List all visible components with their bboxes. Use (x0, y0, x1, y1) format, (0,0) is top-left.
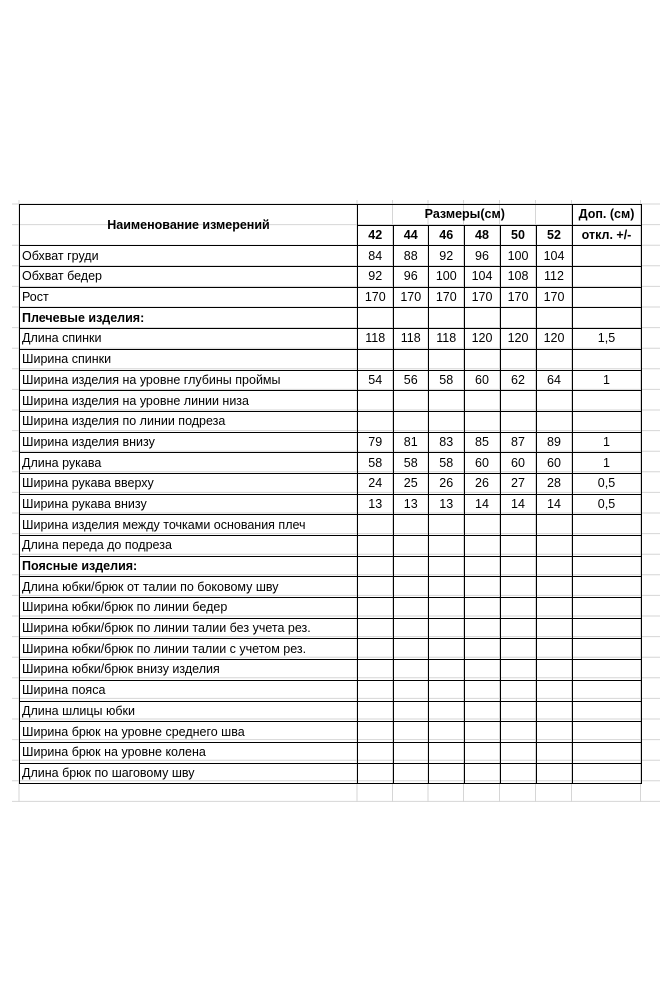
size-value-cell (393, 308, 429, 329)
size-header: 46 (429, 225, 465, 246)
size-value-cell: 96 (393, 267, 429, 288)
size-value-cell (500, 701, 536, 722)
tolerance-cell (572, 618, 641, 639)
size-value-cell (358, 577, 394, 598)
measurement-name: Ширина пояса (20, 680, 358, 701)
size-value-cell (464, 701, 500, 722)
size-header: 52 (536, 225, 572, 246)
tolerance-cell (572, 763, 641, 784)
size-value-cell (536, 660, 572, 681)
size-value-cell (464, 722, 500, 743)
size-value-cell: 170 (429, 287, 465, 308)
size-value-cell (358, 660, 394, 681)
size-value-cell (500, 308, 536, 329)
size-value-cell (393, 639, 429, 660)
size-value-cell (464, 556, 500, 577)
size-value-cell: 26 (429, 473, 465, 494)
measurement-name: Обхват бедер (20, 267, 358, 288)
size-value-cell (536, 598, 572, 619)
table-row (20, 411, 642, 432)
section-label: Поясные изделия: (20, 556, 358, 577)
size-value-cell: 58 (358, 453, 394, 474)
size-value-cell (393, 680, 429, 701)
section-label: Плечевые изделия: (20, 308, 358, 329)
size-value-cell (536, 763, 572, 784)
size-value-cell (500, 577, 536, 598)
measurement-name: Длина шлицы юбки (20, 701, 358, 722)
size-value-cell (429, 411, 465, 432)
size-value-cell (464, 680, 500, 701)
size-value-cell (500, 349, 536, 370)
size-value-cell: 14 (500, 494, 536, 515)
table-row (20, 267, 642, 288)
size-value-cell: 58 (429, 453, 465, 474)
size-value-cell (464, 411, 500, 432)
table-row (20, 246, 642, 267)
size-header: 48 (464, 225, 500, 246)
size-value-cell: 170 (393, 287, 429, 308)
size-value-cell: 13 (358, 494, 394, 515)
size-value-cell (536, 411, 572, 432)
column-header-sizes: Размеры(см) (358, 205, 573, 226)
size-value-cell: 170 (536, 287, 572, 308)
size-value-cell: 92 (358, 267, 394, 288)
size-value-cell: 81 (393, 432, 429, 453)
size-value-cell (429, 577, 465, 598)
size-value-cell (358, 515, 394, 536)
size-value-cell (429, 349, 465, 370)
tolerance-cell (572, 556, 641, 577)
size-value-cell (500, 598, 536, 619)
size-value-cell (393, 577, 429, 598)
size-header: 50 (500, 225, 536, 246)
size-value-cell (358, 411, 394, 432)
size-value-cell (536, 722, 572, 743)
size-value-cell: 58 (429, 370, 465, 391)
size-value-cell (429, 639, 465, 660)
tolerance-cell (572, 680, 641, 701)
measurement-name: Длина рукава (20, 453, 358, 474)
size-value-cell: 83 (429, 432, 465, 453)
tolerance-cell (572, 701, 641, 722)
size-value-cell (429, 515, 465, 536)
size-value-cell (358, 763, 394, 784)
size-value-cell (358, 391, 394, 412)
size-value-cell: 112 (536, 267, 572, 288)
table-row (20, 536, 642, 557)
tolerance-cell (572, 598, 641, 619)
size-value-cell: 13 (429, 494, 465, 515)
size-value-cell: 28 (536, 473, 572, 494)
size-value-cell (536, 536, 572, 557)
size-value-cell (464, 618, 500, 639)
size-value-cell (358, 536, 394, 557)
size-value-cell: 60 (464, 370, 500, 391)
measurement-name: Ширина изделия между точками основания плеч (20, 515, 358, 536)
tolerance-cell (572, 722, 641, 743)
size-value-cell: 13 (393, 494, 429, 515)
size-value-cell (536, 349, 572, 370)
measurement-name: Ширина изделия на уровне глубины проймы (20, 370, 358, 391)
size-value-cell (393, 349, 429, 370)
measurement-name: Ширина брюк на уровне колена (20, 742, 358, 763)
size-value-cell: 87 (500, 432, 536, 453)
size-value-cell: 120 (536, 329, 572, 350)
size-value-cell (464, 763, 500, 784)
size-value-cell (500, 391, 536, 412)
size-value-cell: 25 (393, 473, 429, 494)
tolerance-cell (572, 287, 641, 308)
size-value-cell: 88 (393, 246, 429, 267)
table-row (20, 660, 642, 681)
tolerance-cell: 1 (572, 453, 641, 474)
size-value-cell: 60 (500, 453, 536, 474)
tolerance-cell (572, 308, 641, 329)
size-value-cell (500, 660, 536, 681)
size-value-cell (358, 701, 394, 722)
size-value-cell (393, 556, 429, 577)
size-value-cell (500, 536, 536, 557)
size-value-cell (500, 556, 536, 577)
size-value-cell (429, 536, 465, 557)
size-value-cell (393, 722, 429, 743)
size-value-cell (536, 577, 572, 598)
size-value-cell (393, 618, 429, 639)
measurement-name: Ширина юбки/брюк по линии талии с учетом рез. (20, 639, 358, 660)
size-header: 44 (393, 225, 429, 246)
tolerance-cell: 0,5 (572, 494, 641, 515)
size-value-cell (500, 411, 536, 432)
tolerance-cell (572, 349, 641, 370)
size-value-cell (464, 515, 500, 536)
size-value-cell: 84 (358, 246, 394, 267)
size-value-cell (536, 308, 572, 329)
size-value-cell: 14 (536, 494, 572, 515)
size-value-cell (464, 639, 500, 660)
size-value-cell (500, 742, 536, 763)
size-value-cell (536, 742, 572, 763)
size-value-cell (429, 722, 465, 743)
column-header-extra-sub: откл. +/- (572, 225, 641, 246)
measurement-name: Ширина рукава внизу (20, 494, 358, 515)
size-value-cell (536, 618, 572, 639)
column-header-extra: Доп. (см) (572, 205, 641, 226)
section-row (20, 556, 642, 577)
tolerance-cell: 0,5 (572, 473, 641, 494)
size-value-cell (536, 391, 572, 412)
measurement-name: Ширина брюк на уровне среднего шва (20, 722, 358, 743)
size-value-cell (500, 763, 536, 784)
measurement-name: Ширина юбки/брюк внизу изделия (20, 660, 358, 681)
size-value-cell: 54 (358, 370, 394, 391)
size-value-cell: 58 (393, 453, 429, 474)
measurement-name: Длина юбки/брюк от талии по боковому шву (20, 577, 358, 598)
measurement-table (19, 204, 642, 784)
measurement-name: Ширина юбки/брюк по линии бедер (20, 598, 358, 619)
size-value-cell (500, 618, 536, 639)
tolerance-cell (572, 246, 641, 267)
measurement-name: Длина спинки (20, 329, 358, 350)
size-value-cell (429, 556, 465, 577)
size-value-cell (393, 763, 429, 784)
size-value-cell: 62 (500, 370, 536, 391)
size-value-cell: 27 (500, 473, 536, 494)
tolerance-cell (572, 391, 641, 412)
size-value-cell (429, 701, 465, 722)
measurement-name: Ширина рукава вверху (20, 473, 358, 494)
size-value-cell: 170 (500, 287, 536, 308)
header-row-1 (20, 205, 642, 226)
size-value-cell (429, 618, 465, 639)
size-value-cell (358, 598, 394, 619)
size-value-cell (464, 536, 500, 557)
size-value-cell (358, 722, 394, 743)
size-value-cell: 118 (393, 329, 429, 350)
measurement-name: Обхват груди (20, 246, 358, 267)
table-row (20, 701, 642, 722)
size-value-cell (536, 701, 572, 722)
size-value-cell (464, 391, 500, 412)
table-row (20, 639, 642, 660)
size-value-cell (393, 515, 429, 536)
size-value-cell: 89 (536, 432, 572, 453)
table-row (20, 598, 642, 619)
tolerance-cell (572, 267, 641, 288)
size-value-cell (464, 598, 500, 619)
table-row (20, 329, 642, 350)
size-value-cell: 104 (536, 246, 572, 267)
size-header: 42 (358, 225, 394, 246)
size-value-cell: 92 (429, 246, 465, 267)
size-value-cell: 100 (500, 246, 536, 267)
section-row (20, 308, 642, 329)
size-value-cell: 79 (358, 432, 394, 453)
measurement-name: Рост (20, 287, 358, 308)
size-value-cell (358, 308, 394, 329)
size-value-cell (429, 742, 465, 763)
size-value-cell (393, 411, 429, 432)
tolerance-cell (572, 515, 641, 536)
size-value-cell (393, 598, 429, 619)
tolerance-cell (572, 411, 641, 432)
size-value-cell: 118 (358, 329, 394, 350)
size-value-cell (464, 660, 500, 681)
tolerance-cell (572, 742, 641, 763)
tolerance-cell (572, 536, 641, 557)
size-value-cell: 120 (464, 329, 500, 350)
size-value-cell (464, 742, 500, 763)
size-value-cell: 120 (500, 329, 536, 350)
size-value-cell: 96 (464, 246, 500, 267)
table-row (20, 473, 642, 494)
size-value-cell (358, 349, 394, 370)
size-value-cell (358, 556, 394, 577)
table-row (20, 577, 642, 598)
size-value-cell (536, 556, 572, 577)
table-row (20, 680, 642, 701)
tolerance-cell (572, 660, 641, 681)
size-value-cell (429, 391, 465, 412)
table-row (20, 349, 642, 370)
size-value-cell (358, 742, 394, 763)
size-value-cell (500, 680, 536, 701)
size-value-cell (500, 639, 536, 660)
size-value-cell: 60 (536, 453, 572, 474)
size-value-cell (464, 349, 500, 370)
table-row (20, 618, 642, 639)
size-value-cell (464, 577, 500, 598)
size-value-cell: 14 (464, 494, 500, 515)
measurement-name: Ширина спинки (20, 349, 358, 370)
size-value-cell (429, 308, 465, 329)
measurement-name: Ширина юбки/брюк по линии талии без учета рез. (20, 618, 358, 639)
table-row (20, 287, 642, 308)
table-row (20, 515, 642, 536)
size-value-cell: 26 (464, 473, 500, 494)
table-row (20, 494, 642, 515)
size-value-cell (536, 639, 572, 660)
size-value-cell (536, 680, 572, 701)
size-value-cell (429, 598, 465, 619)
size-value-cell (393, 391, 429, 412)
size-value-cell: 170 (464, 287, 500, 308)
tolerance-cell: 1 (572, 370, 641, 391)
table-row (20, 370, 642, 391)
tolerance-cell (572, 639, 641, 660)
size-value-cell (464, 308, 500, 329)
size-value-cell (500, 515, 536, 536)
size-value-cell: 108 (500, 267, 536, 288)
size-value-cell (393, 660, 429, 681)
size-value-cell (429, 763, 465, 784)
measurement-name: Ширина изделия по линии подреза (20, 411, 358, 432)
size-value-cell: 100 (429, 267, 465, 288)
table-row (20, 763, 642, 784)
tolerance-cell: 1 (572, 432, 641, 453)
size-value-cell (358, 680, 394, 701)
size-value-cell: 24 (358, 473, 394, 494)
column-header-name: Наименование измерений (20, 205, 358, 246)
measurement-name: Ширина изделия внизу (20, 432, 358, 453)
tolerance-cell (572, 577, 641, 598)
size-value-cell (500, 722, 536, 743)
table-row (20, 432, 642, 453)
size-value-cell: 60 (464, 453, 500, 474)
size-value-cell (429, 680, 465, 701)
size-value-cell (429, 660, 465, 681)
measurement-name: Длина переда до подреза (20, 536, 358, 557)
measurement-name: Длина брюк по шаговому шву (20, 763, 358, 784)
size-value-cell (393, 742, 429, 763)
size-value-cell: 118 (429, 329, 465, 350)
tolerance-cell: 1,5 (572, 329, 641, 350)
measurement-name: Ширина изделия на уровне линии низа (20, 391, 358, 412)
size-value-cell: 56 (393, 370, 429, 391)
size-value-cell (393, 701, 429, 722)
size-value-cell: 64 (536, 370, 572, 391)
table-row (20, 722, 642, 743)
size-value-cell: 170 (358, 287, 394, 308)
table-row (20, 453, 642, 474)
size-value-cell (393, 536, 429, 557)
size-value-cell (358, 618, 394, 639)
size-value-cell: 104 (464, 267, 500, 288)
size-value-cell: 85 (464, 432, 500, 453)
table-row (20, 742, 642, 763)
size-value-cell (536, 515, 572, 536)
size-value-cell (358, 639, 394, 660)
table-row (20, 391, 642, 412)
